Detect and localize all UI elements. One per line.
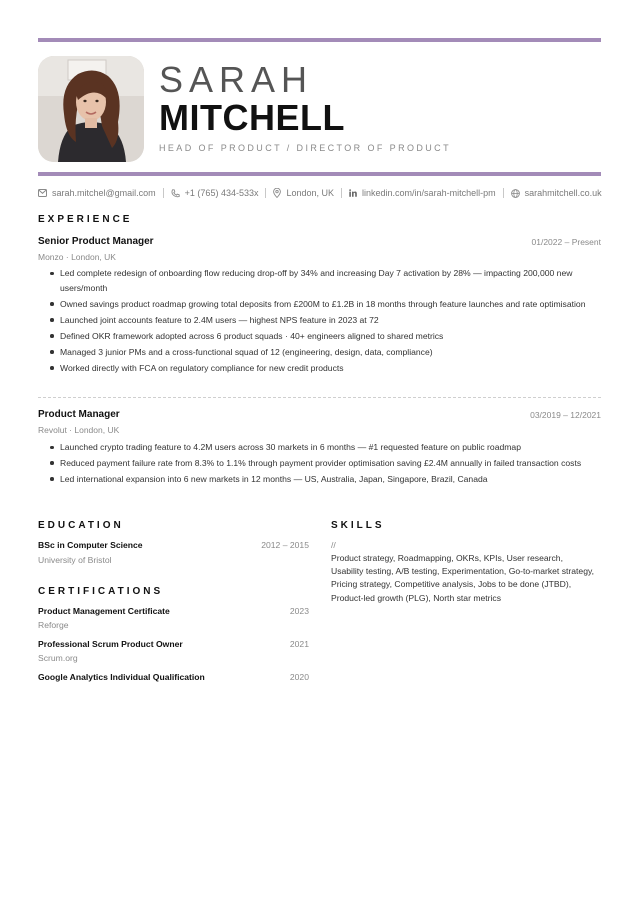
location-icon <box>273 188 281 198</box>
website-text: sarahmitchell.co.uk <box>524 188 602 198</box>
location-text: London, UK <box>286 188 335 198</box>
bullet-item: Launched joint accounts feature to 2.4M users — highest NPS feature in 2023 at 72 <box>60 313 590 328</box>
contact-divider <box>503 188 504 198</box>
certification-name: Product Management Certificate <box>38 606 170 616</box>
skills-list: Product strategy, Roadmapping, OKRs, KPIs, User research, Usability testing, A/B testing, Experimentation, Go-to-market strategy, Pricing strategy, Competitive analysis, Jobs to be done (JTBD), Product-led growth (PLG), North star metrics <box>331 553 595 603</box>
linkedin-text: linkedin.com/in/sarah-mitchell-pm <box>362 188 496 198</box>
certification-issuer: Reforge <box>38 620 69 630</box>
contact-divider <box>265 188 266 198</box>
certification-name: Professional Scrum Product Owner <box>38 639 183 649</box>
degree-title: BSc in Computer Science <box>38 540 143 550</box>
certification-name: Google Analytics Individual Qualification <box>38 672 205 682</box>
globe-icon <box>511 189 520 198</box>
bullet-item: Managed 3 junior PMs and a cross-functional squad of 12 (engineering, design, data, compliance) <box>60 345 590 360</box>
phone-text: +1 (765) 434-533x <box>184 188 259 198</box>
certifications-heading: CERTIFICATIONS <box>38 586 164 597</box>
contact-linkedin[interactable] <box>349 188 496 198</box>
education-date: 2012 – 2015 <box>261 540 309 550</box>
job-title: Senior Product Manager <box>38 236 154 247</box>
certification-issuer: Scrum.org <box>38 653 78 663</box>
job-company: Revolut · London, UK <box>38 425 120 435</box>
bullet-item: Led complete redesign of onboarding flow reducing drop-off by 34% and increasing Day 7 activation by 28% — impacting 200,000 new users/month <box>60 266 590 296</box>
bullet-item: Led international expansion into 6 new markets in 12 months — US, Australia, Japan, Singapore, Brazil, Canada <box>60 472 590 487</box>
job-date: 03/2019 – 12/2021 <box>530 410 601 420</box>
education-heading: EDUCATION <box>38 520 124 531</box>
job-bullets <box>60 266 590 377</box>
bullet-item: Launched crypto trading feature to 4.2M users across 30 markets in 6 months — #1 requested feature on public roadmap <box>60 440 590 455</box>
bullet-item: Owned savings product roadmap growing total deposits from £200M to £1.2B in 18 months through feature launches and rate optimisation <box>60 297 590 312</box>
email-text: sarah.mitchel@gmail.com <box>52 188 156 198</box>
top-accent-bar <box>38 38 601 42</box>
header-accent-bar <box>38 172 601 176</box>
contact-location <box>273 188 334 198</box>
school-name: University of Bristol <box>38 555 112 565</box>
experience-heading: EXPERIENCE <box>38 214 133 225</box>
job-title: Product Manager <box>38 409 120 420</box>
first-name: SARAH <box>159 59 314 100</box>
bullet-item: Defined OKR framework adopted across 6 product squads · 40+ engineers aligned to shared metrics <box>60 329 590 344</box>
contact-row <box>38 186 602 200</box>
linkedin-icon <box>349 189 357 197</box>
certification-year: 2020 <box>289 672 309 682</box>
job-company: Monzo · London, UK <box>38 252 116 262</box>
job-bullets <box>60 440 590 488</box>
job-divider <box>38 397 601 398</box>
skills-heading: SKILLS <box>331 520 385 531</box>
bullet-item: Worked directly with FCA on regulatory compliance for new credit products <box>60 361 590 376</box>
certification-year: 2023 <box>289 606 309 616</box>
certification-year: 2021 <box>289 639 309 649</box>
bullet-item: Reduced payment failure rate from 8.3% to 1.1% through payment provider optimisation saving £2.4M annually in failed transaction costs <box>60 456 590 471</box>
job-date: 01/2022 – Present <box>531 237 601 247</box>
job-headline: HEAD OF PRODUCT / DIRECTOR OF PRODUCT <box>159 143 451 153</box>
contact-divider <box>341 188 342 198</box>
mail-icon <box>38 189 47 197</box>
last-name: MITCHELL <box>159 97 345 138</box>
phone-icon <box>171 189 180 198</box>
contact-phone[interactable] <box>171 188 259 198</box>
contact-divider <box>163 188 164 198</box>
contact-email[interactable] <box>38 188 156 198</box>
contact-website[interactable] <box>511 188 602 198</box>
profile-photo <box>38 56 144 162</box>
skills-slash: // <box>331 540 336 550</box>
